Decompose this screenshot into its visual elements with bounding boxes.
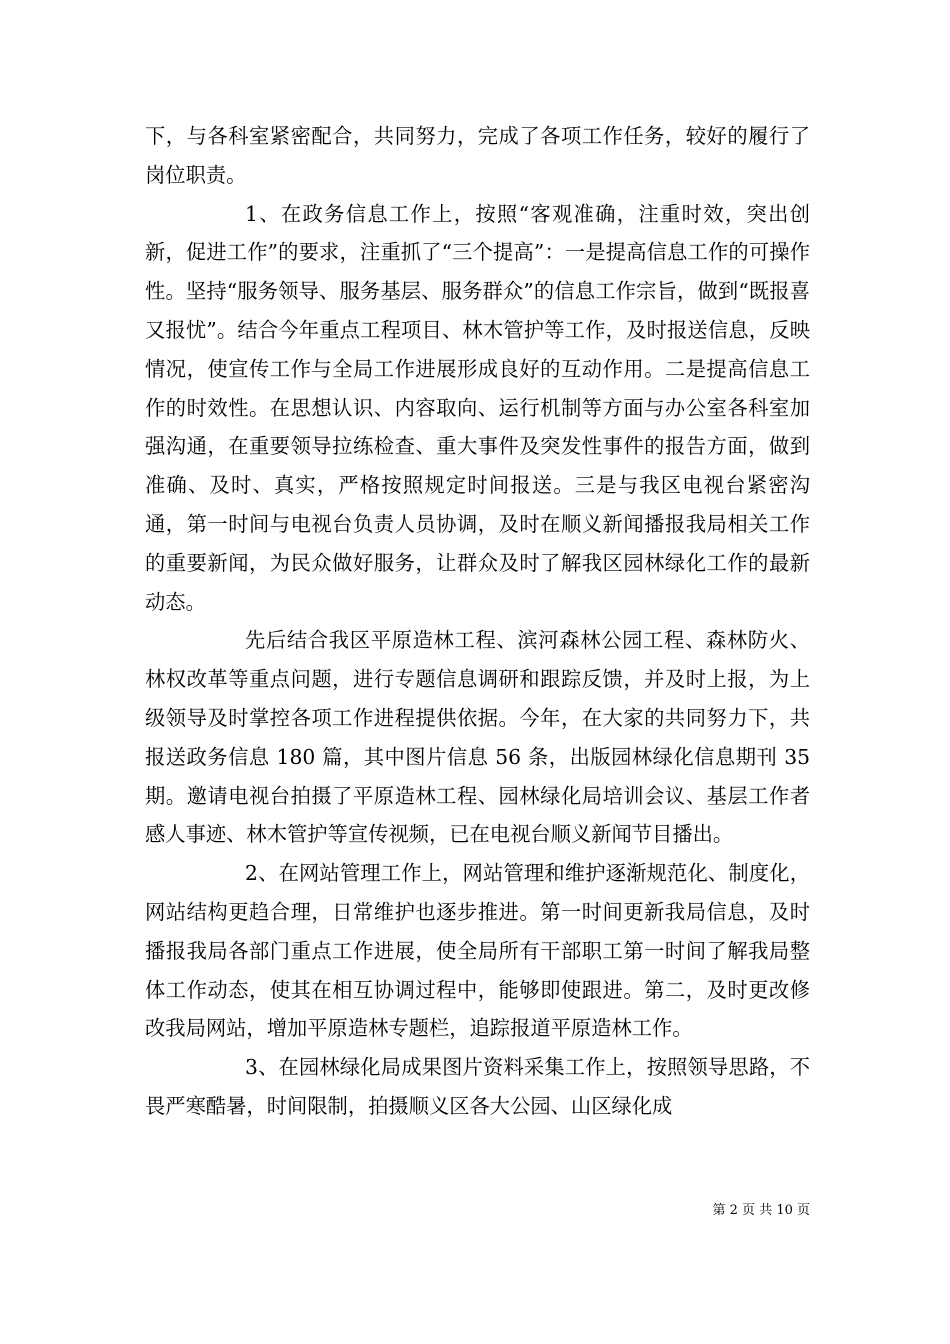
document-body [145,117,810,1126]
paragraph-website-management: 2、在网站管理工作上，网站管理和维护逐渐规范化、制度化，网站结构更趋合理，日常维护也逐步推进。第一时间更新我局信息，及时播报我局各部门重点工作进展，使全局所有干部职工第一时间了解我局整体工作动态，使其在相互协调过程中，能够即使跟进。第二，及时更改修改我局网站，增加平原造林专题栏，追踪报道平原造林工作。 [145,861,810,1041]
paragraph-government-info: 1、在政务信息工作上，按照“客观准确，注重时效，突出创新，促进工作”的要求，注重抓了“三个提高”：一是提高信息工作的可操作性。坚持“服务领导、服务基层、服务群众”的信息工作宗旨，做到“既报喜又报忧”。结合今年重点工程项目、林木管护等工作，及时报送信息，反映情况，使宣传工作与全局工作进展形成良好的互动作用。二是提高信息工作的时效性。在思想认识、内容取向、运行机制等方面与办公室各科室加强沟通，在重要领导拉练检查、重大事件及突发性事件的报告方面，做到准确、及时、真实，严格按照规定时间报送。三是与我区电视台紧密沟通，第一时间与电视台负责人员协调，及时在顺义新闻播报我局相关工作的重要新闻，为民众做好服务，让群众及时了解我区园林绿化工作的最新动态。 [145,201,810,614]
paragraph-photo-collection: 3、在园林绿化局成果图片资料采集工作上，按照领导思路，不畏严寒酷暑，时间限制，拍摄顺义区各大公园、山区绿化成 [145,1055,810,1118]
paragraph-special-reports: 先后结合我区平原造林工程、滨河森林公园工程、森林防火、林权改革等重点问题，进行专题信息调研和跟踪反馈，并及时上报，为上级领导及时掌控各项工作进程提供依据。今年，在大家的共同努力下，共报送政务信息 180 篇，其中图片信息 56 条，出版园林绿化信息期刊 35 期。邀请电视台拍摄了平原造林工程、园林绿化局培训会议、基层工作者感人事迹、林木管护等宣传视频，已在电视台顺义新闻节目播出。 [145,628,810,847]
paragraph-continuation: 下，与各科室紧密配合，共同努力，完成了各项工作任务，较好的履行了岗位职责。 [145,124,810,187]
page-number-footer: 第 2 页 共 10 页 [712,1203,810,1218]
